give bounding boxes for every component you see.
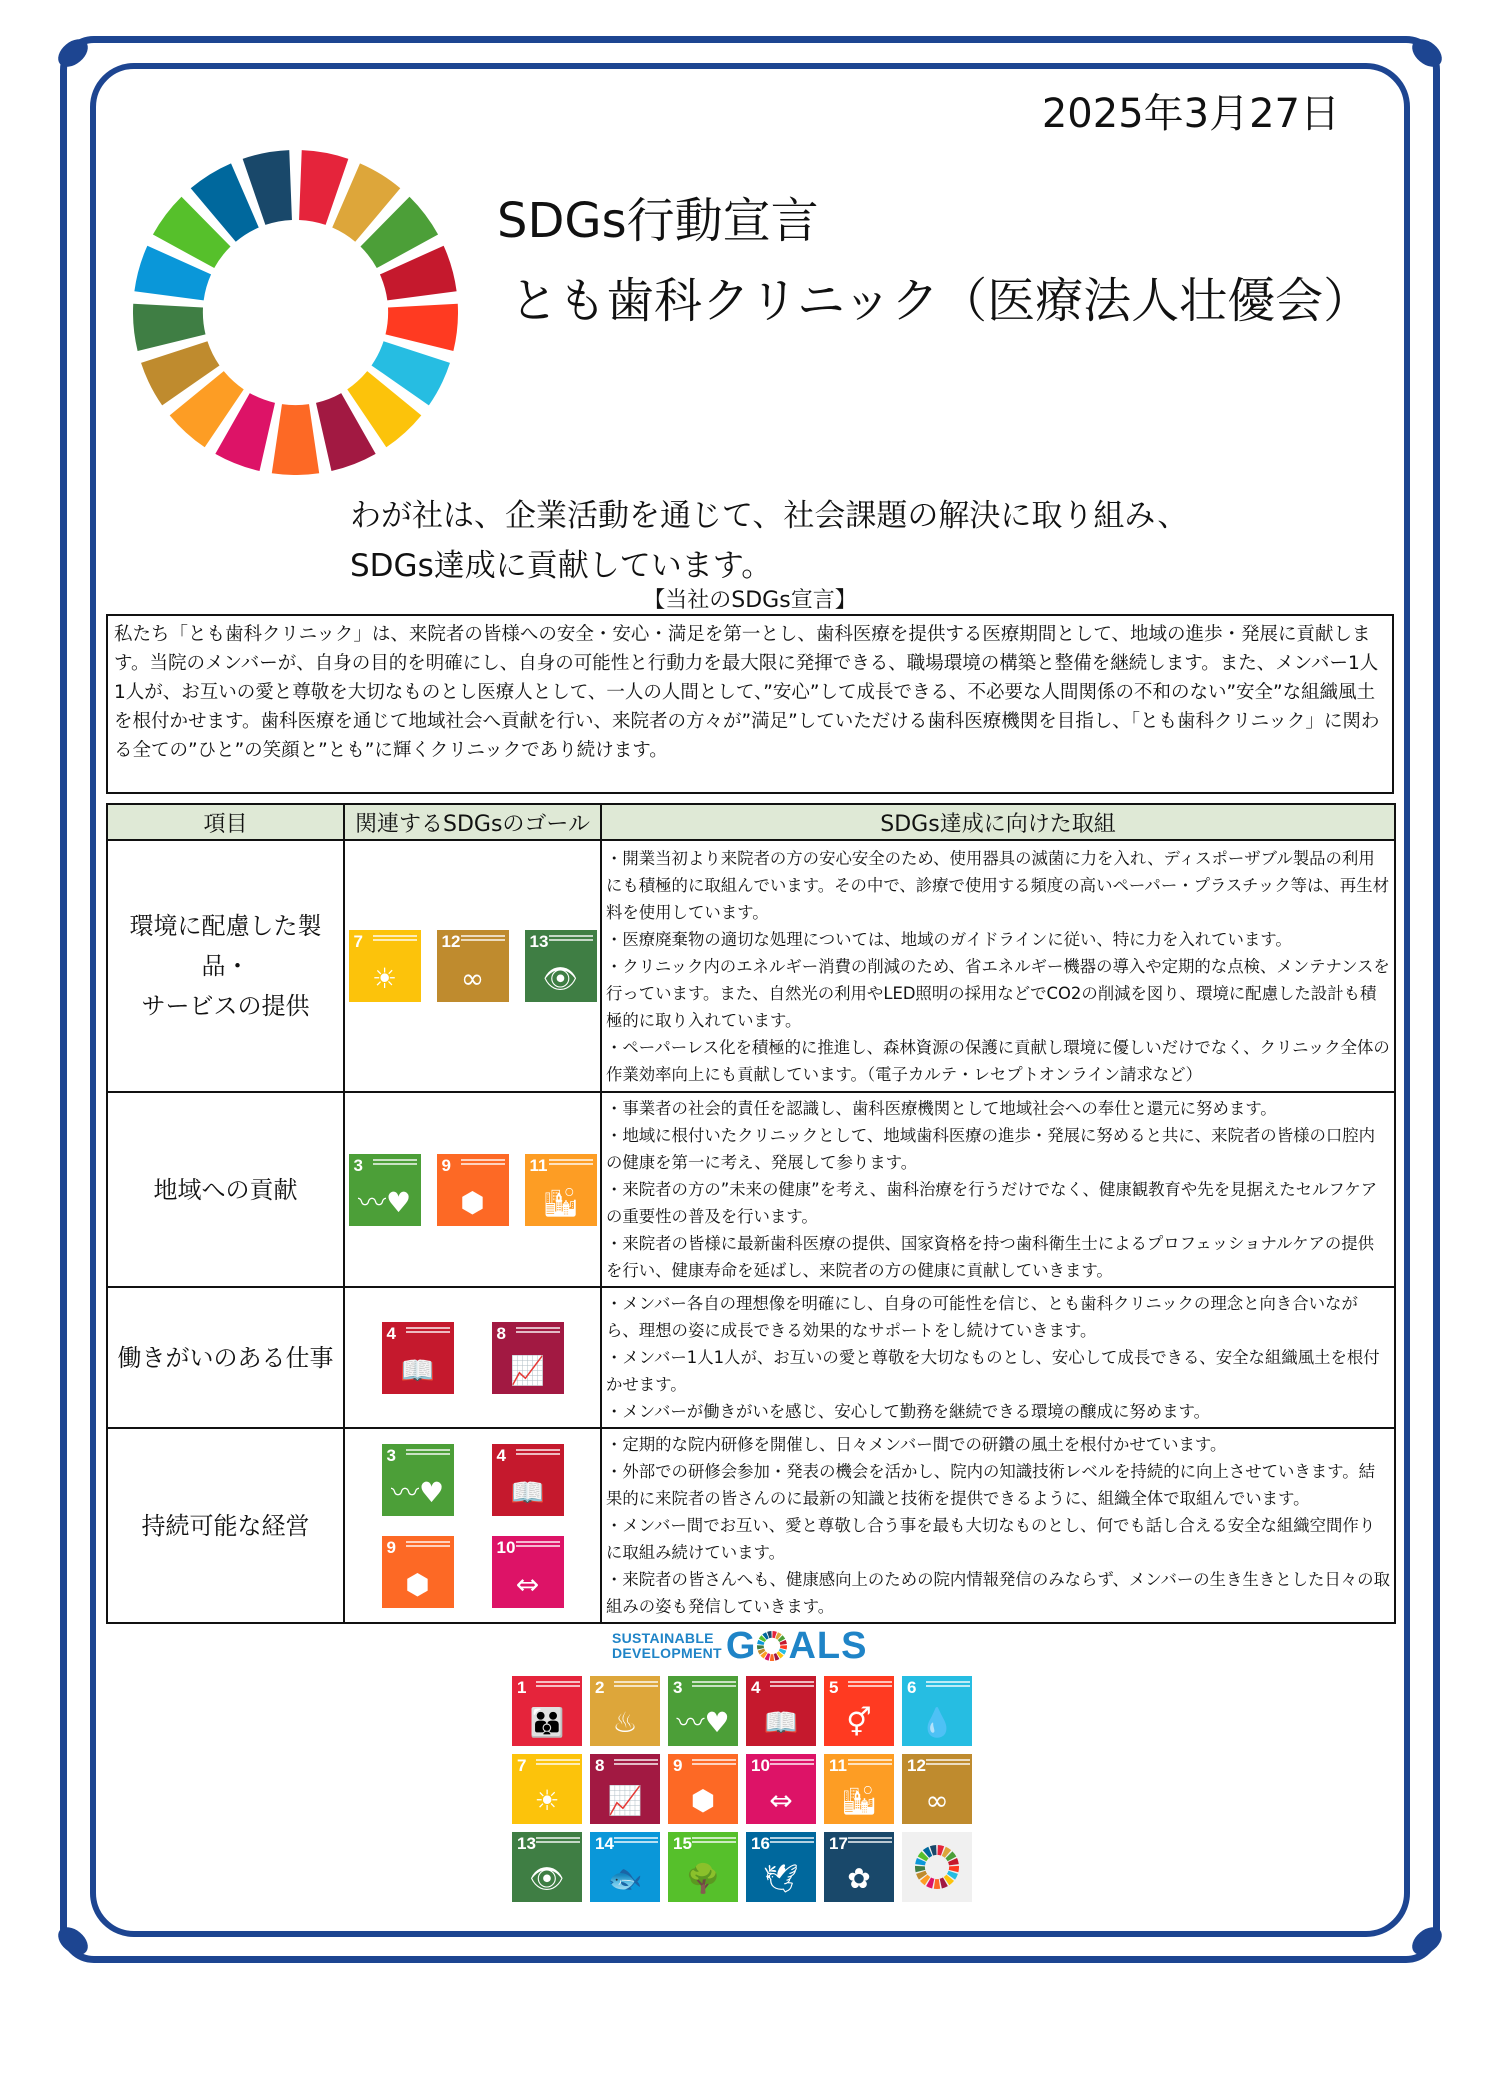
sdg-goal-10-tile — [746, 1754, 816, 1824]
sdg-goal-caption — [692, 1681, 736, 1687]
goals-g: G — [725, 1624, 757, 1667]
sdg-goal-caption — [373, 935, 417, 941]
sdg-goal-8-tile — [590, 1754, 660, 1824]
sdg-goal-9-tile — [382, 1536, 454, 1608]
item-label-line: 環境に配慮した製品・ — [129, 912, 322, 980]
row-actions-text — [601, 1092, 1395, 1287]
sdg-goal-caption — [770, 1681, 814, 1687]
sdg-goal-caption — [848, 1837, 892, 1843]
growth-chart-icon: 📈 — [510, 1353, 545, 1387]
action-bullet: ・ペーパーレス化を積極的に推進し、森林資源の保護に貢献し環境に優しいだけでなく、クリニック全体の作業効率向上にも貢献しています。（電子カルテ・レセプトオンライン請求など） — [606, 1037, 1390, 1084]
sdg-goal-caption — [536, 1681, 580, 1687]
sdg-goal-12-tile — [902, 1754, 972, 1824]
sdg-goal-caption — [516, 1327, 560, 1333]
sdg-goal-12-tile — [437, 930, 509, 1002]
declaration-heading: 【当社のSDGs宣言】 — [643, 588, 857, 613]
sdg-goal-caption — [373, 1159, 417, 1165]
cubes-icon: ⬢ — [460, 1185, 485, 1219]
sdg-goal-number: 9 — [386, 1537, 396, 1557]
sdg-goal-4-tile — [382, 1322, 454, 1394]
action-bullet: ・メンバー間でお互い、愛と尊敬し合う事を最も大切なものとし、何でも話し合える安全な組織空間作りに取組み続けています。 — [606, 1516, 1376, 1562]
sdg-logo — [612, 1625, 867, 1667]
declaration-text: 私たち「とも歯科クリニック」は、来院者の皆様への安全・安心・満足を第一とし、歯科医療を提供する医療期間として、地域の進歩・発展に貢献します。当院のメンバーが、自身の目的を明確にし、自身の可能性と行動力を最大限に発揮できる、職場環境の構築と整備を継続します。また、メンバー1人1人が、お互いの愛と尊敬を大切なものとし医療人として、一人の人間として、”安心”して成長できる、不必要な人間関係の不和のない”安全”な組織風土を根付かせます。歯科医療を通じて地域社会へ貢献を行い、来院者の方々が”満足”していただける歯科医療機関を目指し、「とも歯科クリニック」に関わる全ての”ひと”の笑顔と”とも”に輝くクリニックであり続けます。 — [106, 614, 1394, 794]
item-label-line: 持続可能な経営 — [141, 1511, 310, 1540]
sdg-goal-caption — [848, 1759, 892, 1765]
sdg-goals-grid — [512, 1676, 972, 1902]
sdg-goal-number: 9 — [673, 1756, 683, 1775]
sdg-goal-caption — [461, 1159, 505, 1165]
document-date: 2025年3月27日 — [1041, 91, 1340, 137]
column-header-goals: 関連するSDGsのゴール — [344, 804, 601, 840]
equality-icon: ⇔ — [769, 1784, 793, 1817]
gender-icon: ⚥ — [846, 1706, 872, 1739]
infinity-icon: ∞ — [925, 1784, 949, 1817]
sdg-goal-caption — [516, 1541, 560, 1547]
sdg-goal-number: 13 — [529, 932, 549, 951]
sdg-goal-number: 8 — [496, 1323, 506, 1343]
sdg-goal-caption — [614, 1681, 658, 1687]
action-bullet: ・外部での研修会参加・発表の機会を活かし、院内の知識技術レベルを持続的に向上させていきます。結果的に来院者の皆さんのに最新の知識と技術を提供できるように、組織全体で取組んでいます。 — [606, 1462, 1376, 1508]
sdg-mini-wheel-icon — [757, 1631, 787, 1661]
sdg-goal-number: 10 — [751, 1756, 770, 1775]
sdg-goal-15-tile — [668, 1832, 738, 1902]
sdg-goal-caption — [536, 1837, 580, 1843]
sdg-logo-text — [612, 1631, 722, 1661]
sdg-goal-caption — [549, 1159, 593, 1165]
sdg-goal-caption — [692, 1759, 736, 1765]
city-icon: 🏙 — [542, 1185, 579, 1219]
organization-name: とも歯科クリニック（医療法人壮優会） — [510, 273, 1372, 329]
table-header-row — [107, 804, 1395, 840]
action-bullet: ・開業当初より来院者の方の安心安全のため、使用器具の滅菌に力を入れ、ディスポーザブル製品の利用にも積極的に取組んでいます。その中で、診療で使用する頻度の高いペーパー・プラスチック等は、再生材料を使用しています。 — [606, 848, 1389, 922]
sdg-goal-number: 12 — [907, 1756, 926, 1775]
sdg-wheel-icon — [915, 1845, 959, 1889]
flower-rings-icon: ✿ — [847, 1862, 871, 1895]
sdg-goal-number: 17 — [829, 1834, 848, 1853]
sdg-goal-number: 10 — [496, 1537, 516, 1557]
sdg-goal-caption — [614, 1759, 658, 1765]
row-item-label — [107, 1092, 344, 1287]
column-header-actions: SDGs達成に向けた取組 — [601, 804, 1395, 840]
sdg-goal-number: 7 — [517, 1756, 527, 1775]
infinity-icon: ∞ — [460, 962, 485, 995]
goals-als: ALS — [788, 1624, 868, 1667]
table-row — [107, 1092, 1395, 1287]
sdg-goal-9-tile — [668, 1754, 738, 1824]
sdg-goal-4-tile — [492, 1444, 564, 1516]
row-goal-icons — [344, 1428, 601, 1623]
action-bullet: ・メンバー1人1人が、お互いの愛と尊敬を大切なものとし、安心して成長できる、安全な組織風土を根付かせます。 — [606, 1348, 1380, 1394]
row-goal-icons — [344, 1287, 601, 1428]
sdg-goal-caption — [770, 1759, 814, 1765]
sdg-goal-13-tile — [525, 930, 597, 1002]
sdg-goal-number: 4 — [751, 1678, 761, 1697]
dove-icon: 🕊 — [763, 1862, 799, 1895]
action-bullet: ・来院者の皆さんへも、健康感向上のための院内情報発信のみならず、メンバーの生き生きとした日々の取組みの姿も発信していきます。 — [606, 1570, 1390, 1616]
water-icon: 💧 — [919, 1706, 955, 1739]
sdg-goal-caption — [461, 935, 505, 941]
sdg-goal-number: 3 — [673, 1678, 683, 1697]
equality-icon: ⇔ — [515, 1567, 540, 1601]
action-bullet: ・来院者の方の”未来の健康”を考え、歯科治療を行うだけでなく、健康観教育や先を見据えたセルフケアの重要性の普及を行います。 — [606, 1180, 1378, 1226]
action-bullet: ・事業者の社会的責任を認識し、歯科医療機関として地域社会への奉仕と還元に努めます。 — [606, 1099, 1277, 1118]
sdg-goal-caption — [614, 1837, 658, 1843]
table-row — [107, 840, 1395, 1092]
action-bullet: ・メンバーが働きがいを感じ、安心して勤務を継続できる環境の醸成に努めます。 — [606, 1402, 1210, 1421]
sdg-goal-caption — [536, 1759, 580, 1765]
sun-power-icon: ☀ — [534, 1784, 560, 1817]
sdg-goal-caption — [926, 1759, 970, 1765]
sdg-goal-caption — [516, 1449, 560, 1455]
heartbeat-icon: 〰♥ — [357, 1185, 412, 1219]
sdg-wheel-tile — [902, 1832, 972, 1902]
sdg-goal-caption — [406, 1541, 450, 1547]
sdg-goal-number: 4 — [386, 1323, 396, 1343]
action-bullet: ・来院者の皆様に最新歯科医療の提供、国家資格を持つ歯科衛生士によるプロフェッショナルケアの提供を行い、健康寿命を延ばし、来院者の方の健康に貢献していきます。 — [606, 1234, 1375, 1280]
fish-icon: 🐟 — [607, 1862, 643, 1895]
sdg-goal-number: 9 — [441, 1155, 451, 1175]
sdg-goal-5-tile — [824, 1676, 894, 1746]
sdg-goal-4-tile — [746, 1676, 816, 1746]
sdg-goal-10-tile — [492, 1536, 564, 1608]
row-goal-icons — [344, 840, 601, 1092]
sdg-goal-11-tile — [525, 1154, 597, 1226]
sdg-goal-number: 14 — [595, 1834, 614, 1853]
sdg-goal-caption — [926, 1681, 970, 1687]
row-item-label — [107, 1287, 344, 1428]
sdg-goal-number: 4 — [496, 1445, 506, 1465]
sdg-goal-8-tile — [492, 1322, 564, 1394]
page-title: SDGs行動宣言 — [497, 193, 819, 249]
sdg-goal-caption — [549, 935, 593, 941]
item-label-line: 地域への貢献 — [153, 1175, 298, 1204]
sun-power-icon: ☀ — [371, 962, 398, 995]
sdg-goal-2-tile — [590, 1676, 660, 1746]
row-actions-text — [601, 840, 1395, 1092]
item-label-line: サービスの提供 — [141, 992, 310, 1020]
sdg-goal-number: 11 — [529, 1155, 548, 1175]
sdg-goal-14-tile — [590, 1832, 660, 1902]
sdg-goal-9-tile — [437, 1154, 509, 1226]
sdg-goal-17-tile — [824, 1832, 894, 1902]
bowl-icon: ♨ — [612, 1706, 638, 1739]
sdg-goal-number: 2 — [595, 1678, 605, 1697]
sdg-goal-caption — [406, 1449, 450, 1455]
growth-chart-icon: 📈 — [607, 1784, 643, 1817]
book-icon: 📖 — [400, 1353, 435, 1387]
sdg-goal-number: 6 — [907, 1678, 917, 1697]
sdg-goal-number: 13 — [517, 1834, 536, 1853]
sdg-goal-caption — [692, 1837, 736, 1843]
row-item-label — [107, 1428, 344, 1623]
sdg-goal-3-tile — [668, 1676, 738, 1746]
sdg-logo-goals-word — [726, 1625, 868, 1668]
sdg-goal-number: 5 — [829, 1678, 839, 1697]
sdg-goal-7-tile — [349, 930, 421, 1002]
sdg-goal-6-tile — [902, 1676, 972, 1746]
row-actions-text — [601, 1287, 1395, 1428]
sdg-goal-11-tile — [824, 1754, 894, 1824]
column-header-item: 項目 — [107, 804, 344, 840]
sdg-goal-7-tile — [512, 1754, 582, 1824]
book-icon: 📖 — [510, 1475, 545, 1509]
sdg-goal-3-tile — [382, 1444, 454, 1516]
eye-globe-icon: 👁 — [529, 1862, 565, 1895]
action-bullet: ・地域に根付いたクリニックとして、地域歯科医療の進歩・発展に努めると共に、来院者の皆様の口腔内の健康を第一に考え、発展して参ります。 — [606, 1126, 1376, 1172]
sdg-goal-13-tile — [512, 1832, 582, 1902]
sdg-logo-line1: SUSTAINABLE — [612, 1630, 714, 1646]
sdg-goal-3-tile — [349, 1154, 421, 1226]
sdg-goal-number: 8 — [595, 1756, 605, 1775]
action-bullet: ・メンバー各自の理想像を明確にし、自身の可能性を信じ、とも歯科クリニックの理念と向き合いながら、理想の姿に成長できる効果的なサポートをし続けていきます。 — [606, 1294, 1358, 1340]
sdg-goal-number: 7 — [353, 932, 363, 951]
city-icon: 🏙 — [841, 1784, 877, 1817]
action-bullet: ・医療廃棄物の適切な処理については、地域のガイドラインに従い、特に力を入れています。 — [606, 929, 1292, 949]
book-icon: 📖 — [763, 1706, 799, 1739]
intro-line-2: SDGs達成に貢献しています。 — [350, 548, 773, 584]
item-label-line: 働きがいのある仕事 — [117, 1343, 334, 1372]
sdg-goal-16-tile — [746, 1832, 816, 1902]
row-goal-icons — [344, 1092, 601, 1287]
row-actions-text — [601, 1428, 1395, 1623]
eye-globe-icon: 👁 — [542, 962, 579, 995]
sdg-goal-number: 12 — [441, 932, 461, 951]
action-bullet: ・クリニック内のエネルギー消費の削減のため、省エネルギー機器の導入や定期的な点検、メンテナンスを行っています。また、自然光の利用やLED照明の採用などでCO2の削減を図り、環境に配慮した設計も積極的に取り入れています。 — [606, 956, 1390, 1030]
sdg-goal-number: 16 — [751, 1834, 770, 1853]
heartbeat-icon: 〰♥ — [390, 1475, 445, 1509]
sdg-actions-table — [106, 803, 1396, 1624]
sdg-goal-number: 3 — [353, 1155, 363, 1175]
tree-icon: 🌳 — [685, 1862, 721, 1895]
cubes-icon: ⬢ — [690, 1784, 716, 1817]
sdg-wheel-icon — [133, 150, 458, 475]
intro-line-1: わが社は、企業活動を通じて、社会課題の解決に取り組み、 — [350, 498, 1189, 534]
sdg-goal-1-tile — [512, 1676, 582, 1746]
sdg-goal-number: 15 — [673, 1834, 692, 1853]
heartbeat-icon: 〰♥ — [676, 1706, 730, 1739]
table-row — [107, 1287, 1395, 1428]
action-bullet: ・定期的な院内研修を開催し、日々メンバー間での研鑽の風土を根付かせています。 — [606, 1435, 1227, 1454]
sdg-goal-caption — [406, 1327, 450, 1333]
row-item-label — [107, 840, 344, 1092]
sdg-goal-number: 1 — [517, 1678, 527, 1697]
people-icon: 👪 — [529, 1706, 565, 1739]
cubes-icon: ⬢ — [405, 1567, 430, 1601]
sdg-goal-caption — [770, 1837, 814, 1843]
sdg-goal-number: 11 — [829, 1756, 847, 1775]
sdg-logo-line2: DEVELOPMENT — [612, 1645, 722, 1661]
sdg-goal-caption — [848, 1681, 892, 1687]
table-row — [107, 1428, 1395, 1623]
sdg-goal-number: 3 — [386, 1445, 396, 1465]
